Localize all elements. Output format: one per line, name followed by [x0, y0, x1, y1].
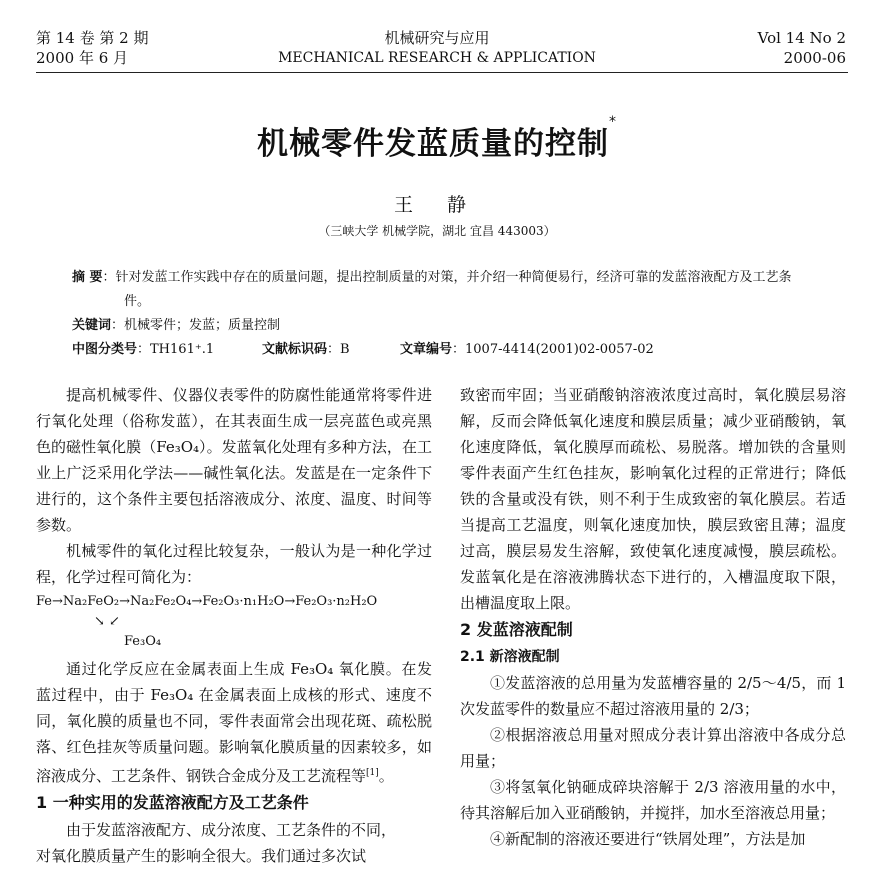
journal-volume-en: Vol 14 No 2 — [757, 29, 846, 47]
section-heading-1: 1 一种实用的发蓝溶液配方及工艺条件 — [36, 793, 309, 812]
abstract-label: 摘 要 — [72, 270, 103, 285]
paragraph: 致密而牢固；当亚硝酸钠溶液浓度过高时，氧化膜层易溶解，反而会降低氧化速度和膜层质量；减少亚硝酸钠，氧化速度降低，氧化膜厚而疏松、易脱落。增加铁的含量则零件表面产生红色挂灰，影响氧化过程的正常进行；降低铁的含量或没有铁，则不利于生成致密的氧化膜层。若适当提高工艺温度，则氧化速度加快，膜层致密且薄；温度过高，膜层易发生溶解，致使氧化速度减慢，膜层疏松。发蓝氧化是在溶液沸腾状态下进行的，入槽温度取下限，出槽温度取上限。 — [460, 386, 846, 612]
paragraph-text: 通过化学反应在金属表面上生成 Fe₃O₄ 氧化膜。在发蓝过程中，由于 Fe₃O₄ 在金属表面上成核的形式、速度不同，氧化膜的质量也不同，零件表面常会出现花斑、疏松脱落、红色挂灰等质量问题。影响氧化膜质量的因素较多，如溶液成分、工艺条件、钢铁合金成分及工艺流程等 — [36, 660, 432, 785]
abstract — [72, 266, 812, 362]
abstract-text: ：针对发蓝工作实践中存在的质量问题，提出控制质量的对策，并介绍一种简便易行，经济可靠的发蓝溶液配方及工艺条件。 — [102, 270, 792, 309]
list-item: ②根据溶液总用量对照成分表计算出溶液中各成分总用量； — [460, 726, 846, 770]
author: 王 静 — [393, 194, 481, 216]
paragraph — [36, 656, 432, 789]
section-heading-2: 2 发蓝溶液配制 — [460, 620, 573, 639]
clc-number: ：TH161⁺.1 — [137, 342, 215, 357]
equation-arrows: ↘ ↙ — [94, 614, 120, 629]
keywords: ：机械零件；发蓝；质量控制 — [111, 318, 281, 333]
journal-name-en: MECHANICAL RESEARCH & APPLICATION — [278, 50, 596, 66]
keywords-label: 关键词 — [72, 318, 112, 333]
journal-volume: 第 14 卷 第 2 期 — [36, 29, 149, 47]
journal-date-en: 2000-06 — [783, 49, 846, 67]
left-column — [36, 382, 432, 869]
article-number: ：1007-4414(2001)02-0057-02 — [452, 342, 654, 357]
title-text: 机械零件发蓝质量的控制 — [257, 126, 609, 162]
equation-product: Fe₃O₄ — [124, 634, 162, 649]
list-item: ③将氢氧化钠砸成碎块溶解于 2/3 溶液用量的水中，待其溶解后加入亚硝酸钠，并搅拌，加水至溶液总用量； — [460, 778, 846, 822]
journal-date: 2000 年 6 月 — [36, 49, 129, 67]
journal-name: 机械研究与应用 — [384, 29, 490, 47]
subsection-heading-2-1: 2.1 新溶液配制 — [460, 649, 560, 665]
doc-code: ：B — [327, 342, 350, 357]
paragraph: 机械零件的氧化过程比较复杂，一般认为是一种化学过程，化学过程可简化为： — [36, 542, 432, 586]
paragraph: 对氧化膜质量产生的影响全很大。我们通过多次试 — [36, 847, 367, 865]
paragraph-end: 。 — [378, 767, 394, 785]
equation-line: Fe→Na₂FeO₂→Na₂Fe₂O₄→Fe₂O₃·n₁H₂O→Fe₂O₃·n₂H₂O — [36, 594, 378, 609]
list-item: ④新配制的溶液还要进行“铁屑处理”，方法是加 — [490, 830, 806, 848]
clc-label: 中图分类号 — [72, 342, 138, 357]
paragraph: 由于发蓝溶液配方、成分浓度、工艺条件的不同， — [66, 821, 397, 839]
paragraph: 提高机械零件、仪器仪表零件的防腐性能通常将零件进行氧化处理（俗称发蓝），在其表面生成一层亮蓝色或亮黑色的磁性氧化膜（Fe₃O₄）。发蓝氧化处理有多种方法，在工业上广泛采用化学法——碱性氧化法。发蓝是在一定条件下进行的，这个条件主要包括溶液成分、浓度、温度、时间等参数。 — [36, 386, 432, 534]
list-item: ①发蓝溶液的总用量为发蓝槽容量的 2/5～4/5，而 1 次发蓝零件的数量应不超过溶液用量的 2/3； — [460, 674, 846, 718]
paper-title — [0, 114, 874, 163]
reaction-equation — [36, 592, 432, 652]
article-no-label: 文章编号 — [400, 342, 453, 357]
header-rule — [36, 72, 848, 73]
doc-code-label: 文献标识码 — [262, 342, 328, 357]
title-footnote-mark: * — [609, 114, 617, 130]
reference-mark: [1] — [366, 768, 379, 778]
affiliation: （三峡大学 机械学院，湖北 宜昌 443003） — [318, 224, 556, 238]
right-column — [460, 382, 846, 852]
